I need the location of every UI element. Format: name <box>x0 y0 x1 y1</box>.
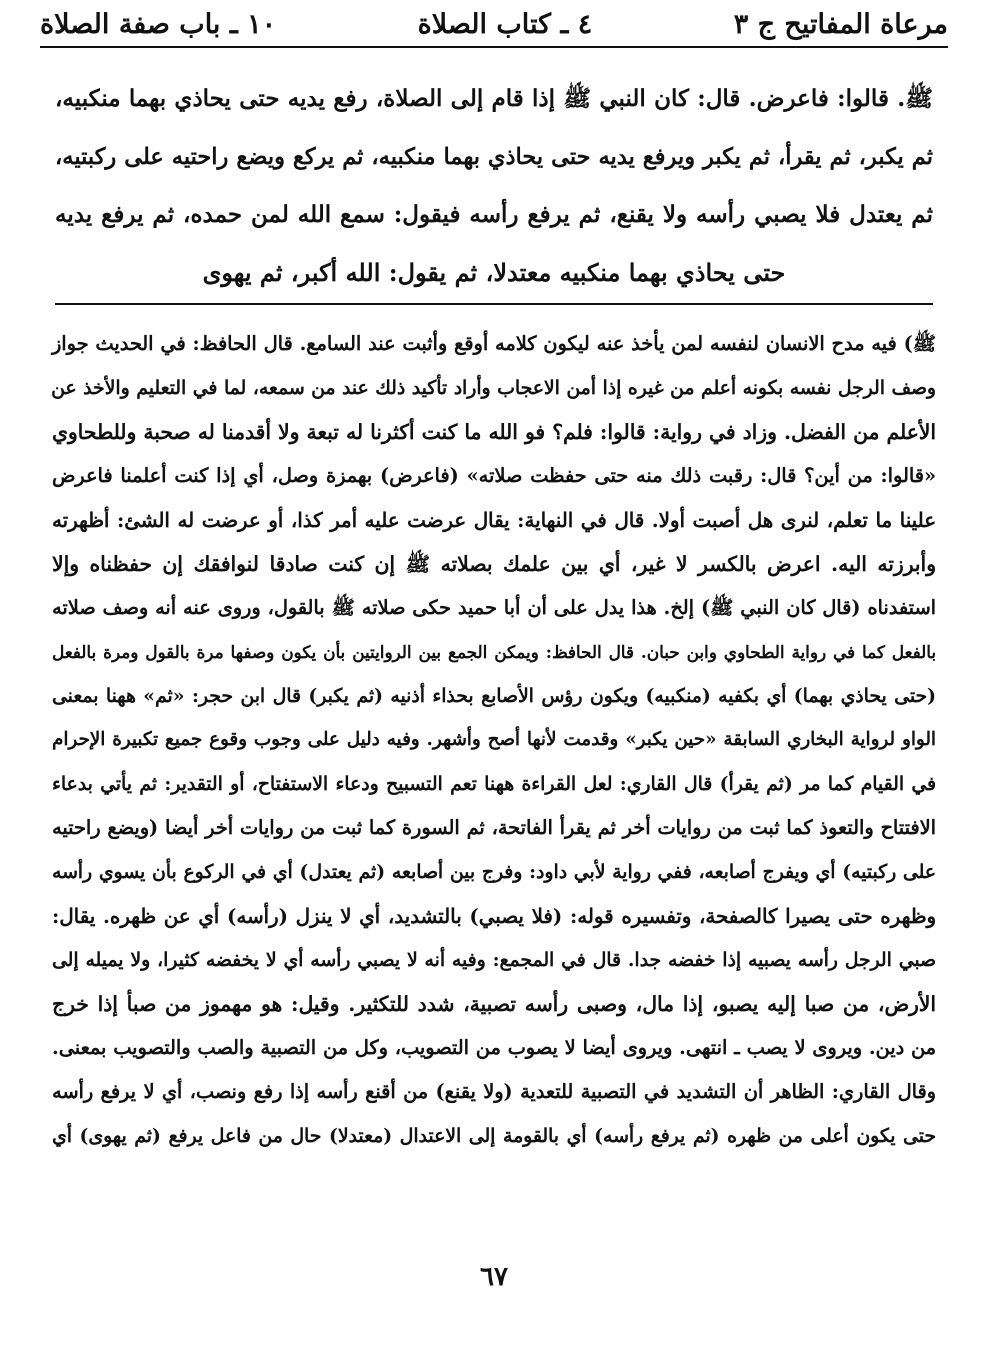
commentary-line: وقال القاري: الظاهر أن التشديد في التصبية للتعدية (ولا يقنع) من أقنع رأسه إذا رفع ونصب، أي لا يرفع رأسه <box>52 1080 936 1103</box>
page-header <box>40 4 948 44</box>
commentary-line: في القيام كما مر (ثم يقرأ) قال القاري: لعل القراءة ههنا تعم التسبيح ودعاء الاستفتاح، أو التقدير: ثم يأتي بدعاء <box>52 773 936 795</box>
commentary-line: ﷺ) فيه مدح الانسان لنفسه لمن يأخذ عنه ليكون كلامه أوقع وأثبت عند السامع. قال الحافظ: في الحديث جواز <box>52 332 936 355</box>
commentary-line: الأرض، من صبا إليه يصبو، إذا مال، وصبى رأسه تصبية، شدد للتكثير. وقيل: هو مهموز من صبأ إذا خرج <box>52 992 936 1016</box>
commentary-line: الواو لرواية البخاري السابقة «حين يكبر» وقدمت لأنها أصح وأشهر. وفيه دليل على وجوب وقوع جميع تكبيرة الإحرام <box>52 729 936 750</box>
commentary-line: استفدناه (قال كان النبي ﷺ) إلخ. هذا يدل على أن أبا حميد حكى صلاته ﷺ بالقول، وروى عنه أنه وصف صلاته <box>52 596 936 619</box>
page-number: ٦٧ <box>480 1262 508 1292</box>
commentary-line: صبي الرجل رأسه يصبيه إذا خفضه جدا. قال في المجمع: وفيه أنه لا يصبي رأسه أي لا يخفضه كثيرا، ولا يميله إلى <box>52 949 936 971</box>
commentary-line: وأبرزته اليه. اعرض بالكسر لا غير، أي بين علمك بصلاته ﷺ إن كنت صادقا لنوافقك إن حفظناه وإلا <box>52 552 936 576</box>
commentary-line: من دين. ويروى لا يصب ـ انتهى. ويروى أيضا لا يصوب من التصويب، وكل من التصبية والصب والتصويب بمعنى. <box>52 1036 936 1059</box>
commentary-line: على ركبتيه) أي ويفرج أصابعه، ففي رواية لأبي داود: وفرج بين أصابعه (ثم يعتدل) أي في الركوع بأن يسوي رأسه <box>52 861 936 883</box>
hadith-text <box>55 70 933 302</box>
commentary-line: الافتتاح والتعوذ كما ثبت من روايات أخر ثم يقرأ الفاتحة، ثم السورة كما ثبت من روايات أخر أيضا (ويضع راحتيه <box>52 816 936 839</box>
commentary-line: حتى يكون أعلى من ظهره (ثم يرفع رأسه) أي بالقومة إلى الاعتدال (معتدلا) حال من فاعل يرفع (ثم يهوى) أي <box>52 1125 936 1147</box>
header-book-title: مرعاة المفاتيح ج ٣ <box>733 8 948 40</box>
hadith-line: ثم يعتدل فلا يصبي رأسه ولا يقنع، ثم يرفع رأسه فيقول: سمع الله لمن حمده، ثم يرفع يديه <box>55 201 933 228</box>
commentary-text <box>52 322 936 1158</box>
commentary-line: وصف الرجل نفسه بكونه أعلم من غيره إذا أمن الاعجاب وأراد تأكيد ذلك عند من سمعه، لما في التعليم والأخذ عن <box>51 377 936 399</box>
commentary-line: بالفعل كما في رواية الطحاوي وابن حبان. قال الحافظ: ويمكن الجمع بين الروايتين بأن يكون وصفها مرة بالقول ومرة بالفعل <box>52 642 936 662</box>
commentary-line: (حتى يحاذي بهما) أي بكفيه (منكبيه) ويكون رؤس الأصابع بحذاء أذنيه (ثم يكبر) قال ابن حجر: «ثم» ههنا بمعنى <box>52 685 936 707</box>
header-section-title: ٤ ـ كتاب الصلاة <box>417 8 593 40</box>
commentary-line: الأعلم من الفضل. وزاد في رواية: قالوا: فلم؟ فو الله ما كنت أكثرنا له تبعة ولا أقدمنا له صحبة وللطحاوي <box>52 420 936 444</box>
separator-rule <box>55 303 933 305</box>
hadith-line: ﷺ. قالوا: فاعرض. قال: كان النبي ﷺ إذا قام إلى الصلاة، رفع يديه حتى يحاذي بهما منكبيه، <box>55 85 933 112</box>
commentary-line: وظهره حتى يصيرا كالصفحة، وتفسيره قوله: (فلا يصبي) بالتشديد، أي لا ينزل (رأسه) أي عن ظهره. يقال: <box>52 904 936 928</box>
header-rule <box>40 46 948 48</box>
commentary-line: علينا ما تعلم، لنرى هل أصبت أولا. قال في النهاية: يقال عرضت عليه أمر كذا، أو عرضت له الشئ: أظهرته <box>52 508 936 532</box>
header-chapter-title: ١٠ ـ باب صفة الصلاة <box>40 8 277 40</box>
commentary-line: «قالوا: من أين؟ قال: رقبت ذلك منه حتى حفظت صلاته» (فاعرض) بهمزة وصل، أي إذا كنت أعلمنا فاعرض <box>52 464 936 487</box>
hadith-line: حتى يحاذي بهما منكبيه معتدلا، ثم يقول: الله أكبر، ثم يهوى <box>202 258 786 287</box>
hadith-line: ثم يكبر، ثم يقرأ، ثم يكبر ويرفع يديه حتى يحاذي بهما منكبيه، ثم يركع ويضع راحتيه على ركبتيه، <box>55 144 933 170</box>
